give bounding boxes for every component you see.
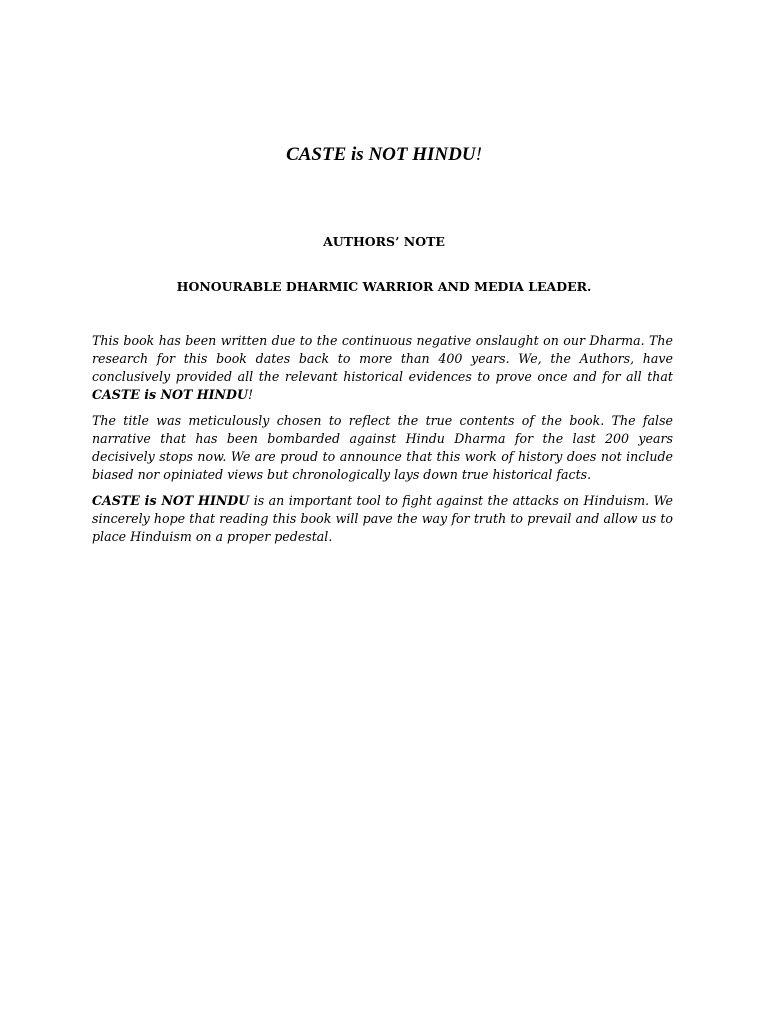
paragraph-3-text: is an important tool to fight against the attacks on Hinduism. We sincerely hope that reading this book will pave the way for truth to prevail and allow us to place Hinduism on a proper pedestal. [92,493,673,544]
section-subheading: HONOURABLE DHARMIC WARRIOR AND MEDIA LEADER. [176,279,592,294]
title-exclamation: ! [475,144,482,165]
body-text [92,332,673,554]
paragraph-2-text: The title was meticulously chosen to reflect the true contents of the book. The false narrative that has been bombarded against Hindu Dharma for the last 200 years decisively stops now. We are proud to announce that this work of history does not include biased nor opiniated views but chronologically lays down true historical facts. [92,413,673,482]
paragraph-3 [92,492,673,546]
paragraph-1-emphasis: CASTE is NOT HINDU [92,387,248,402]
paragraph-1 [92,332,673,404]
paragraph-2 [92,412,673,484]
paragraph-1-tail: ! [247,387,254,402]
title-text: CASTE is NOT HINDU [286,144,476,165]
paragraph-3-emphasis: CASTE is NOT HINDU [92,493,250,508]
paragraph-1-text: This book has been written due to the continuous negative onslaught on our Dharma. The research for this book dates back to more than 400 years. We, the Authors, have conclusively provided all the relevant historical evidences to prove once and for all that [92,333,673,384]
document-title [0,143,768,167]
section-heading: AUTHORS’ NOTE [323,234,445,249]
